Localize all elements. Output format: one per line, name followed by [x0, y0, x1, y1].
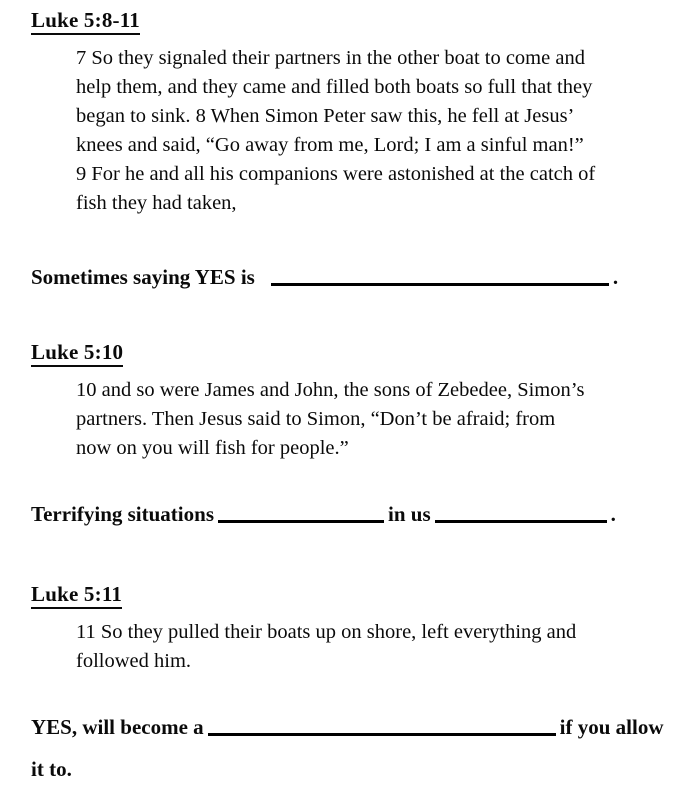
scripture-heading — [31, 6, 669, 34]
statement-text: Terrifying situations — [31, 502, 214, 526]
verse-passage — [76, 618, 669, 676]
verse-line: 10 and so were James and John, the sons of Zebedee, Simon’s — [76, 379, 585, 401]
fill-in-statement — [31, 499, 669, 529]
scripture-heading-text: Luke 5:10 — [31, 340, 123, 367]
verse-line: now on you will fish for people.” — [76, 437, 349, 459]
verse-line: partners. Then Jesus said to Simon, “Don’t be afraid; from — [76, 408, 556, 430]
statement-period: . — [610, 502, 616, 526]
scripture-heading-text: Luke 5:8-11 — [31, 8, 140, 35]
fill-in-statement — [31, 706, 669, 787]
fill-in-statement — [31, 262, 669, 292]
statement-period: . — [612, 265, 619, 289]
verse-passage — [76, 44, 669, 218]
fill-in-blank — [218, 520, 384, 523]
verse-line: 7 So they signaled their partners in the other boat to come and — [76, 47, 585, 69]
verse-line: 11 So they pulled their boats up on shore, left everything and — [76, 621, 577, 643]
verse-line: help them, and they came and filled both boats so full that they — [76, 76, 593, 98]
verse-line: fish they had taken, — [76, 192, 237, 214]
statement-text: Sometimes saying YES is — [31, 265, 255, 289]
section-luke-5-8-11 — [31, 6, 669, 292]
fill-in-blank — [271, 283, 609, 286]
verse-passage — [76, 376, 669, 463]
section-luke-5-11 — [31, 580, 669, 787]
statement-text: in us — [388, 502, 431, 526]
fill-in-blank — [208, 733, 556, 736]
verse-line: began to sink. 8 When Simon Peter saw this, he fell at Jesus’ — [76, 105, 575, 127]
verse-line: knees and said, “Go away from me, Lord; I am a sinful man!” — [76, 134, 584, 156]
scripture-heading — [31, 580, 669, 608]
verse-line: followed him. — [76, 650, 192, 672]
scripture-heading — [31, 338, 669, 366]
section-luke-5-10 — [31, 338, 669, 529]
statement-text: if you allow it to. — [31, 715, 664, 781]
fill-in-blank — [435, 520, 607, 523]
scripture-heading-text: Luke 5:11 — [31, 582, 122, 609]
statement-text: YES, will become a — [31, 715, 204, 739]
verse-line: 9 For he and all his companions were astonished at the catch of — [76, 163, 596, 185]
